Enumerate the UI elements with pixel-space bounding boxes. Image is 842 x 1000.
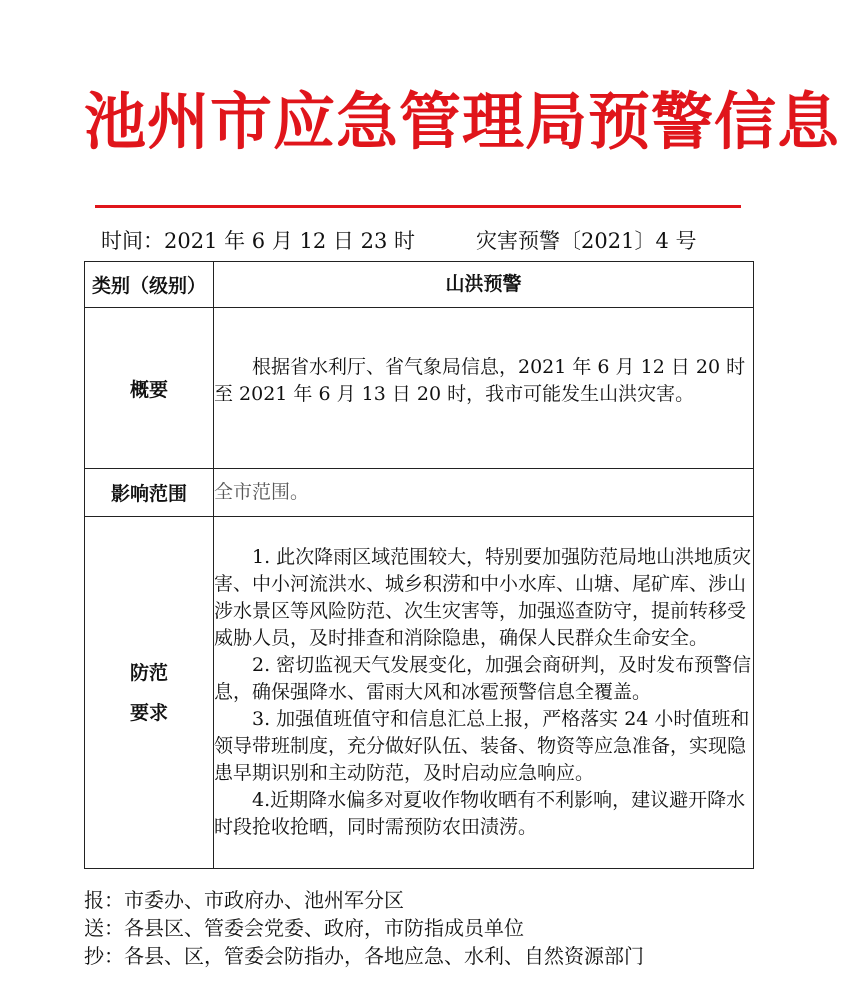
scope-label: 影响范围 bbox=[85, 469, 214, 517]
report-to: 报：市委办、市政府办、池州军分区 bbox=[84, 888, 404, 912]
document-title: 池州市应急管理局预警信息 bbox=[84, 85, 841, 158]
table-row-category bbox=[85, 262, 754, 308]
copy-to: 抄：各县、区，管委会防指办，各地应急、水利、自然资源部门 bbox=[84, 944, 644, 968]
requirements-cell bbox=[214, 517, 754, 869]
send-to: 送：各县区、管委会党委、政府，市防指成员单位 bbox=[84, 916, 524, 940]
requirement-item-2: 2. 密切监视天气发展变化，加强会商研判，及时发布预警信息，确保强降水、雷雨大风和冰雹预警信息全覆盖。 bbox=[214, 654, 752, 703]
distribution-list bbox=[84, 886, 644, 970]
requirement-item-1: 1. 此次降雨区域范围较大，特别要加强防范局地山洪地质灾害、中小河流洪水、城乡积涝和中小水库、山塘、尾矿库、涉山涉水景区等风险防范、次生灾害等，加强巡查防守，提前转移受威胁人员，及时排查和消除隐患，确保人民群众生命安全。 bbox=[214, 546, 752, 649]
scope-text: 全市范围。 bbox=[214, 469, 754, 517]
summary-cell bbox=[214, 308, 754, 469]
summary-text: 根据省水利厅、省气象局信息，2021 年 6 月 12 日 20 时至 2021 年 6 月 13 日 20 时，我市可能发生山洪灾害。 bbox=[214, 356, 746, 405]
requirements-label-line1: 防范 bbox=[129, 661, 168, 684]
table-row-summary bbox=[85, 308, 754, 469]
requirement-item-4: 4.近期降水偏多对夏收作物收晒有不利影响，建议避开降水时段抢收抢晒，同时需预防农田渍涝。 bbox=[214, 789, 746, 838]
warning-number: 灾害预警〔2021〕4 号 bbox=[476, 229, 697, 253]
table-row-requirements bbox=[85, 517, 754, 869]
warning-table bbox=[84, 261, 754, 869]
requirements-label bbox=[85, 517, 214, 869]
requirement-item-3: 3. 加强值班值守和信息汇总上报，严格落实 24 小时值班和领导带班制度，充分做好队伍、装备、物资等应急准备，实现隐患早期识别和主动防范，及时启动应急响应。 bbox=[214, 708, 750, 784]
category-label: 类别（级别） bbox=[85, 262, 214, 308]
category-value: 山洪预警 bbox=[214, 262, 754, 308]
title-divider bbox=[95, 205, 741, 208]
requirements-label-line2: 要求 bbox=[129, 701, 168, 724]
summary-label: 概要 bbox=[85, 308, 214, 469]
issue-time: 时间：2021 年 6 月 12 日 23 时 bbox=[101, 229, 415, 253]
table-row-scope bbox=[85, 469, 754, 517]
